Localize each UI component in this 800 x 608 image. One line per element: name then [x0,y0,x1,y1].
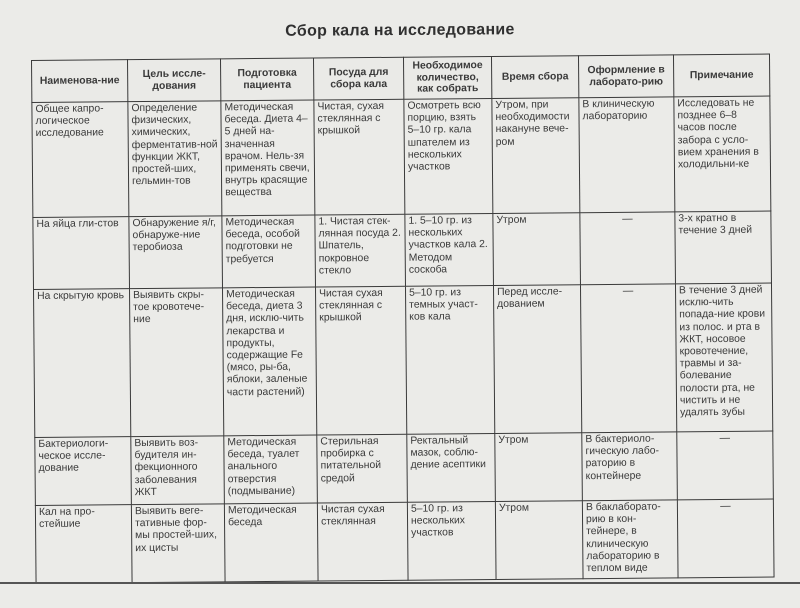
header-cell: Посуда для сбора кала [313,57,403,100]
table-cell: Определение физических, химических, ферментатив-ной функции ЖКТ, простей-ших, гельмин-тов [128,101,222,217]
table-row [35,431,774,505]
table-cell: В клиническую лабораторию [579,97,675,213]
specimen-table [31,54,775,584]
table-cell: Чистая сухая стеклянная [317,502,408,581]
table-cell: Методическая беседа [224,503,318,582]
page-bottom-rule [0,582,800,584]
page-title: Сбор кала на исследование [285,21,515,40]
header-cell: Необходимое количество, как собрать [403,56,491,99]
table-cell: — [580,212,676,285]
header-cell: Примечание [673,54,769,97]
table-cell: Общее капро-логическое исследование [32,102,129,218]
table-cell: Перед иссле-дованием [493,285,581,434]
table-cell: Утром [495,433,583,502]
table-cell: Утром [493,213,581,286]
table-cell: Бактериологи-ческое иссле-дование [35,437,132,506]
table-cell: Методическая беседа, туалет анального отверстия (подмывание) [224,435,318,504]
table-cell: Методическая беседа, особой подготовки не требуется [222,215,316,288]
table-cell: На скрытую кровь [34,289,131,438]
table-cell: 5–10 гр. из темных участ-ков кала [405,285,494,434]
header-cell: Подготовка пациента [220,58,313,101]
header-cell: Наименова-ние [32,60,128,103]
table-cell: Обнаружение я/г, обнаруже-ние теробиоза [129,216,223,289]
table-row [33,211,772,289]
header-cell: Оформление в лаборато-рию [578,55,673,98]
table-cell: Методическая беседа. Диета 4–5 дней на-значенная врачом. Нель-зя применять свечи, внутрь красящие вещества [221,100,315,216]
table-cell: Чистая, сухая стеклянная с крышкой [314,99,405,215]
header-cell: Время сбора [491,56,578,99]
table-cell: Выявить скры-тое кровотече-ние [129,288,223,437]
table-cell: 1. Чистая стек-лянная посуда 2. Шпатель, покровное стекло [315,214,406,287]
table-cell: Ректальный мазок, соблю-дение асептики [407,433,496,502]
table-cell: На яйца гли-стов [33,217,130,290]
table-wrapper [31,54,774,583]
table-cell: Стерильная пробирка с питательной средой [317,434,408,503]
header-row [32,54,770,102]
table-cell: 3-х кратно в течение 3 дней [675,211,772,284]
table-cell: В баклаборато-рию в кон-тейнере, в клиническую лабораторию в теплом виде [582,500,678,579]
table-row [35,499,774,583]
table-cell: Методическая беседа, диета 3 дня, исклю-чить лекарства и продукты, содержащие Fe (мясо, ры-ба, яблоки, заленые части растений) [222,287,316,436]
header-cell: Цель иссле-дования [128,59,221,102]
table-cell: Утром, при необходимости накануне вече-ром [492,98,580,214]
table-cell: — [580,284,676,433]
table-cell: — [677,431,774,500]
table-cell: Утром [495,501,583,580]
table-row [34,283,773,437]
table-cell: Исследовать не позднее 6–8 часов после забора с усло-вием хранения в холодильни-ке [674,96,771,212]
table-cell: В бактериоло-гическую лабо-раторию в контейнере [582,432,678,501]
table-cell: Осмотреть всю порцию, взять 5–10 гр. кала шпателем из нескольких участков [404,98,493,214]
table-cell: Выявить веге-тативные фор-мы простей-ших, их цисты [131,504,225,583]
table-cell: Кал на про-стейшие [35,505,132,584]
table-cell: 5–10 гр. из нескольких участков [407,501,496,580]
table-cell: — [677,499,774,578]
table-cell: В течение 3 дней исклю-чить попада-ние крови из полос. и рта в ЖКТ, носовое кровотечение, травмы и за-болевание полости рта, не чистить и не удалять зубы [675,283,772,432]
table-cell: 1. 5–10 гр. из нескольких участков кала 2. Методом соскоба [405,213,494,286]
table-row [32,96,771,217]
table-cell: Выявить воз-будителя ин-фекционного заболевания ЖКТ [131,436,225,505]
table-cell: Чистая сухая стеклянная с крышкой [315,286,406,435]
